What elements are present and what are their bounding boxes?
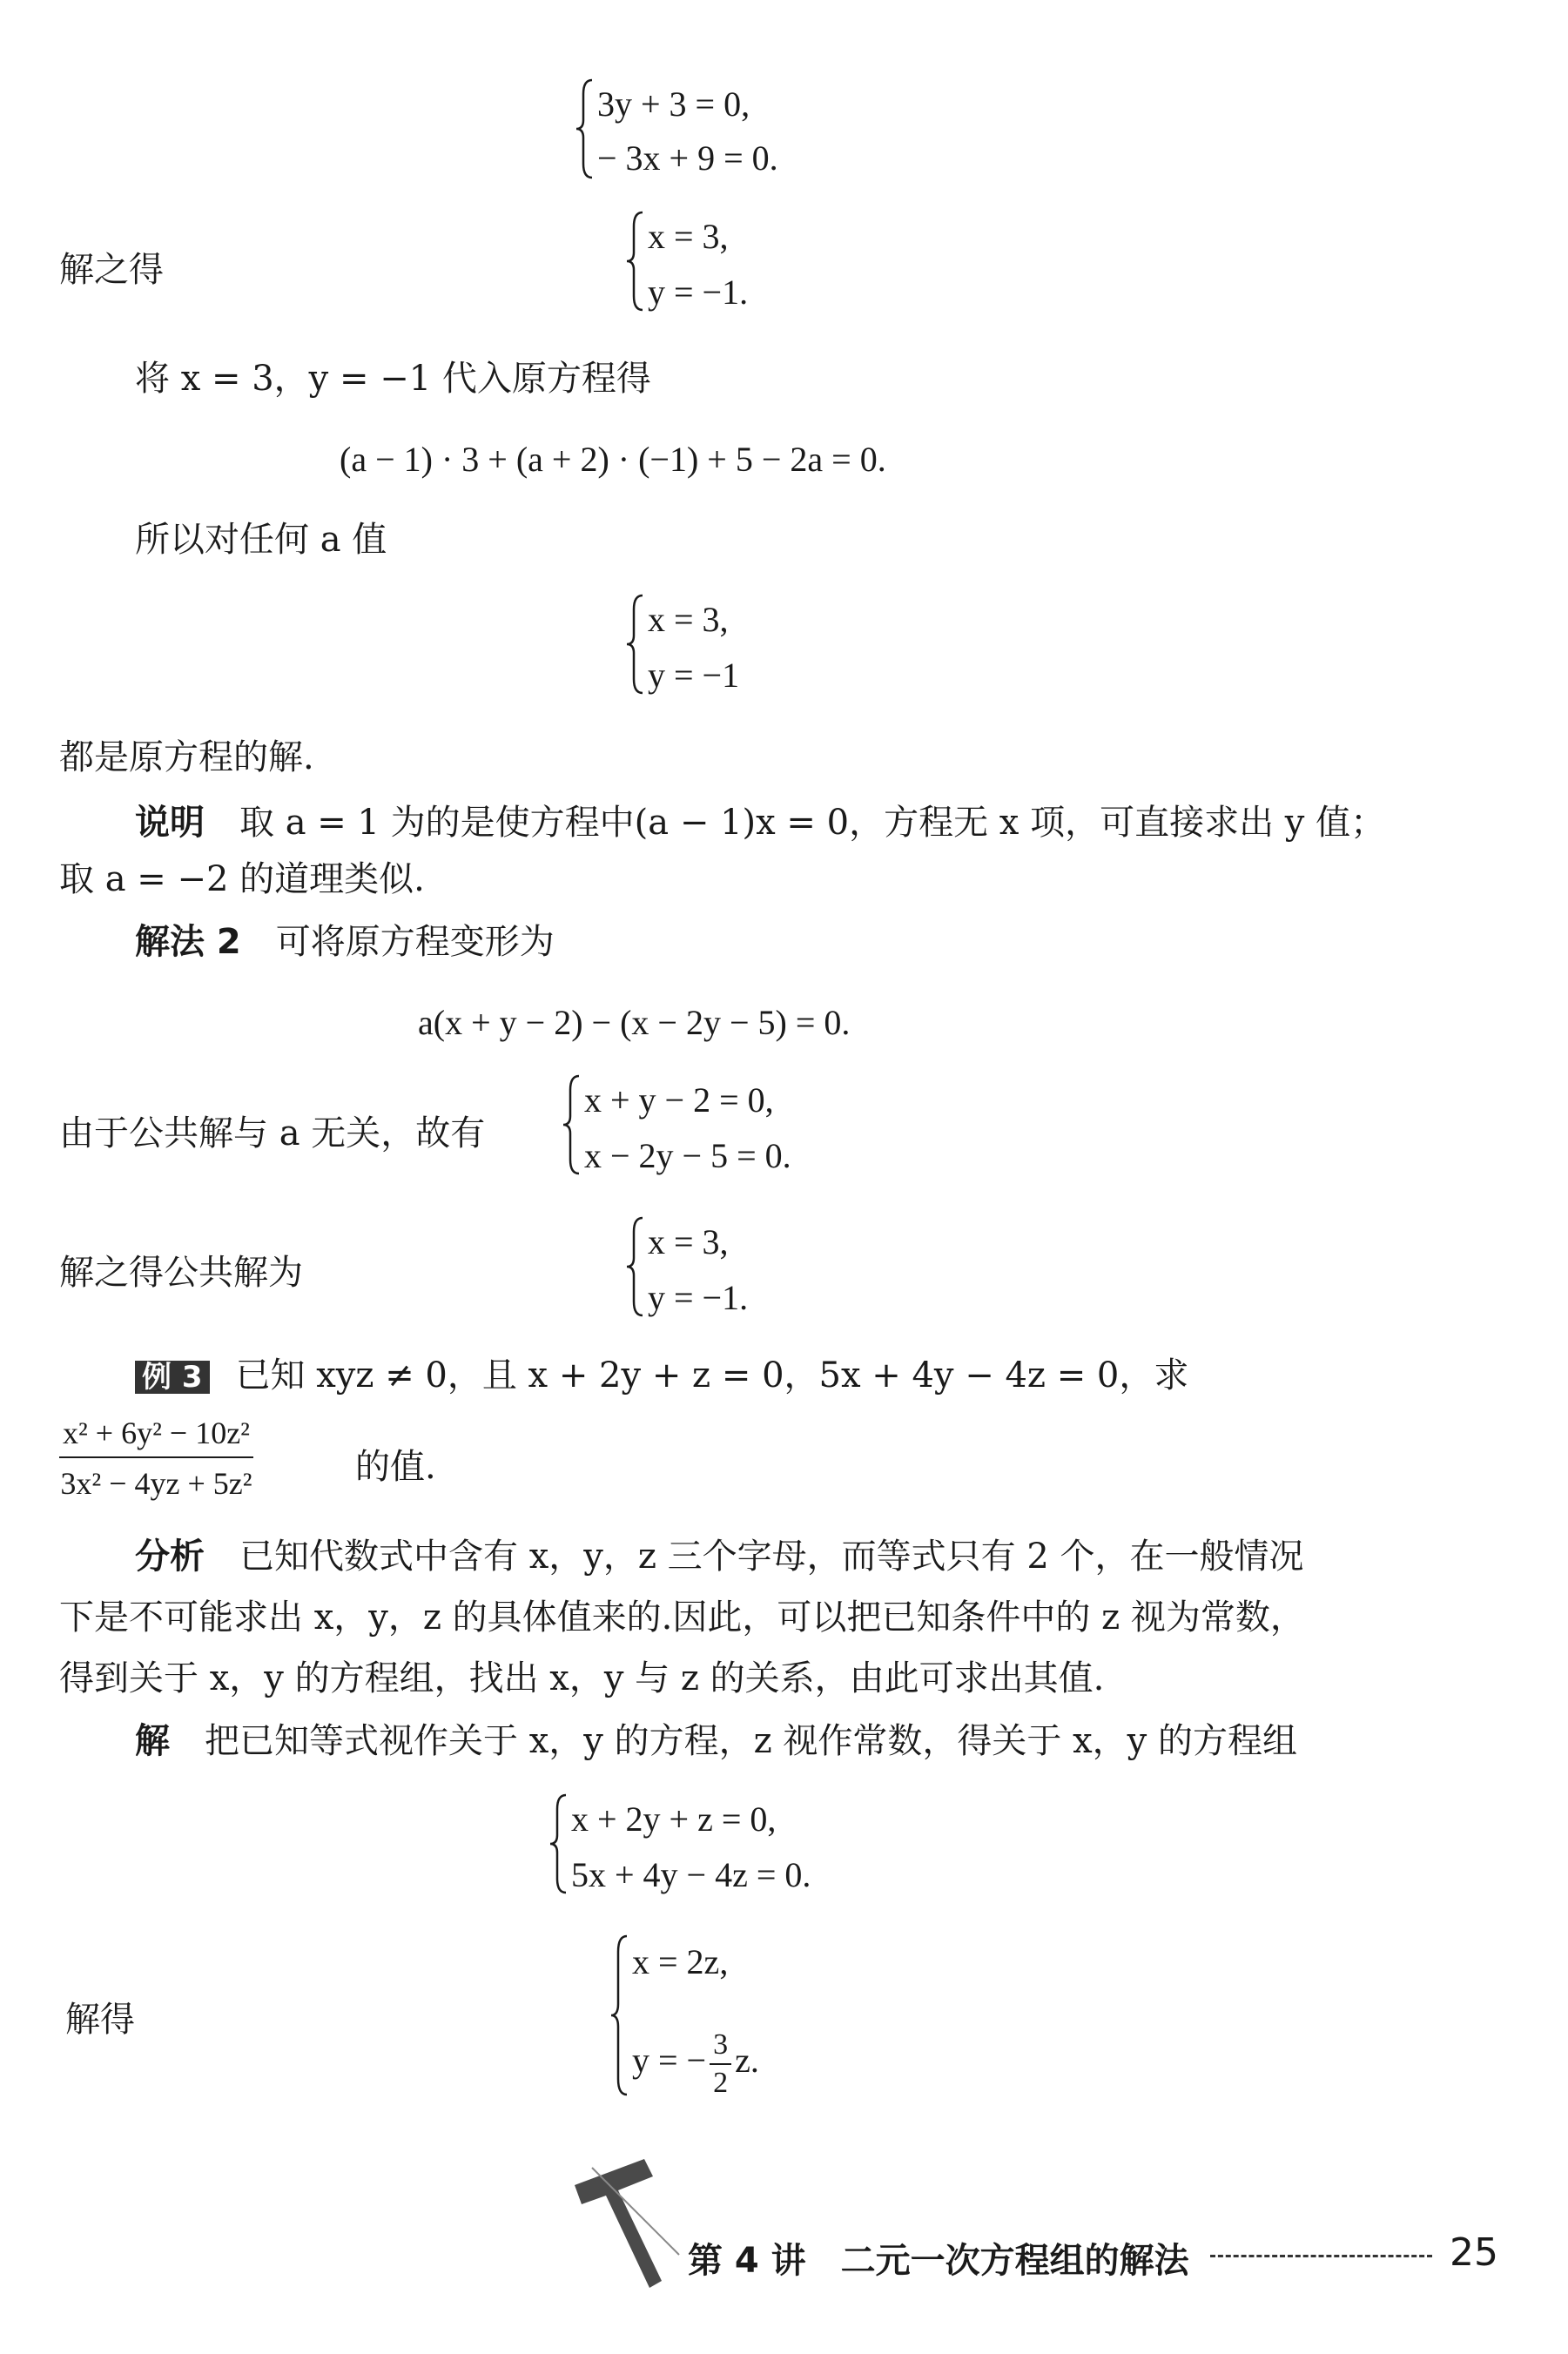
equation-row: x = 3,: [648, 1222, 729, 1261]
equation-system-4: [562, 1073, 875, 1177]
jie-text: 把已知等式视作关于 x，y 的方程，z 视作常数，得关于 x，y 的方程组: [205, 1721, 1297, 1761]
equation-part: z.: [735, 2041, 759, 2081]
jie-label: 解: [135, 1721, 170, 1761]
jiefa2-label: 解法 2: [135, 922, 241, 962]
shuoming-text-1: 取 a = 1 为的是使方程中(a − 1)x = 0，方程无 x 项，可直接求出 y 值；: [239, 803, 1386, 843]
example-badge: 例 3: [135, 1361, 210, 1394]
shuoming-label: 说明: [135, 803, 205, 843]
equation-system-5: [625, 1214, 851, 1319]
text-jiede: 解得: [65, 2000, 135, 2040]
fraction-numerator: 3: [710, 2028, 731, 2065]
page-number: 25: [1450, 2230, 1498, 2275]
brace-icon: [575, 77, 596, 181]
brace-icon: [625, 1214, 646, 1319]
text-jiang: 将 x = 3，y = −1 代入原方程得: [135, 359, 651, 399]
text-suoyi: 所以对任何 a 值: [135, 520, 387, 560]
example3-fraction: [59, 1415, 253, 1502]
equation-row: − 3x + 9 = 0.: [597, 138, 778, 178]
brace-icon: [609, 1933, 630, 2098]
equation-row: x = 3,: [648, 217, 729, 256]
text-dou: 都是原方程的解.: [59, 737, 314, 777]
fenxi-line-1: [135, 1537, 1304, 1577]
equation-row: 3y + 3 = 0,: [597, 84, 750, 124]
text-youyu: 由于公共解与 a 无关，故有: [59, 1113, 486, 1153]
equation-row: y = −1: [648, 656, 740, 695]
equation-row: y = −1.: [648, 272, 749, 312]
inline-fraction: [710, 2028, 731, 2100]
example3-line: [135, 1355, 1189, 1396]
equation-system-6: [548, 1792, 914, 1896]
equation-row: y = −1.: [648, 1278, 749, 1317]
brace-icon: [548, 1792, 569, 1896]
equation-row: x + 2y + z = 0,: [571, 1799, 777, 1839]
fraction-denominator: 2: [713, 2067, 729, 2099]
jiefa2-text: 可将原方程变形为: [275, 922, 555, 962]
fenxi-text-2: 下是不可能求出 x，y，z 的具体值来的.因此，可以把已知条件中的 z 视为常数，: [59, 1597, 1305, 1638]
jiefa2-line: [135, 922, 555, 962]
equation-transform: a(x + y − 2) − (x − 2y − 5) = 0.: [418, 1003, 851, 1042]
footer-divider: [1210, 2255, 1432, 2257]
jie-line: [135, 1721, 1297, 1761]
fenxi-text-1: 已知代数式中含有 x，y，z 三个字母，而等式只有 2 个，在一般情况: [239, 1537, 1304, 1577]
equation-substitution: (a − 1) · 3 + (a + 2) · (−1) + 5 − 2a = 0.: [340, 440, 886, 479]
equation-row: x − 2y − 5 = 0.: [584, 1136, 791, 1175]
equation-system-2: [625, 209, 851, 313]
equation-row-fraction: [632, 2028, 759, 2100]
equation-system-7: [609, 1933, 871, 2098]
equation-system-1: [575, 77, 853, 181]
equation-system-3: [625, 592, 851, 696]
fenxi-label: 分析: [135, 1537, 205, 1577]
example3-tail: 的值.: [355, 1447, 436, 1487]
chapter-title: 第 4 讲 二元一次方程组的解法: [688, 2241, 1189, 2281]
equation-row: x = 3,: [648, 600, 729, 639]
equation-row: x + y − 2 = 0,: [584, 1080, 774, 1120]
text-jiezhide: 解之得: [59, 250, 164, 290]
example3-text: 已知 xyz ≠ 0，且 x + 2y + z = 0，5x + 4y − 4z = 0，求: [235, 1355, 1189, 1396]
brace-icon: [625, 209, 646, 313]
fenxi-text-3: 得到关于 x，y 的方程组，找出 x，y 与 z 的关系，由此可求出其值.: [59, 1658, 1105, 1698]
brace-icon: [562, 1073, 582, 1177]
shuoming-text-2: 取 a = −2 的道理类似.: [59, 859, 425, 899]
equation-row: x = 2z,: [632, 1942, 729, 1981]
equation-row: 5x + 4y − 4z = 0.: [571, 1855, 811, 1894]
ruler-decoration-icon: [566, 2150, 688, 2298]
fraction-numerator: x² + 6y² − 10z²: [59, 1415, 253, 1458]
shuoming-line-1: [135, 803, 1386, 843]
fraction-denominator: 3x² − 4yz + 5z²: [60, 1466, 252, 1501]
equation-part: y = −: [632, 2041, 707, 2081]
brace-icon: [625, 592, 646, 696]
text-gonggong: 解之得公共解为: [59, 1253, 303, 1293]
